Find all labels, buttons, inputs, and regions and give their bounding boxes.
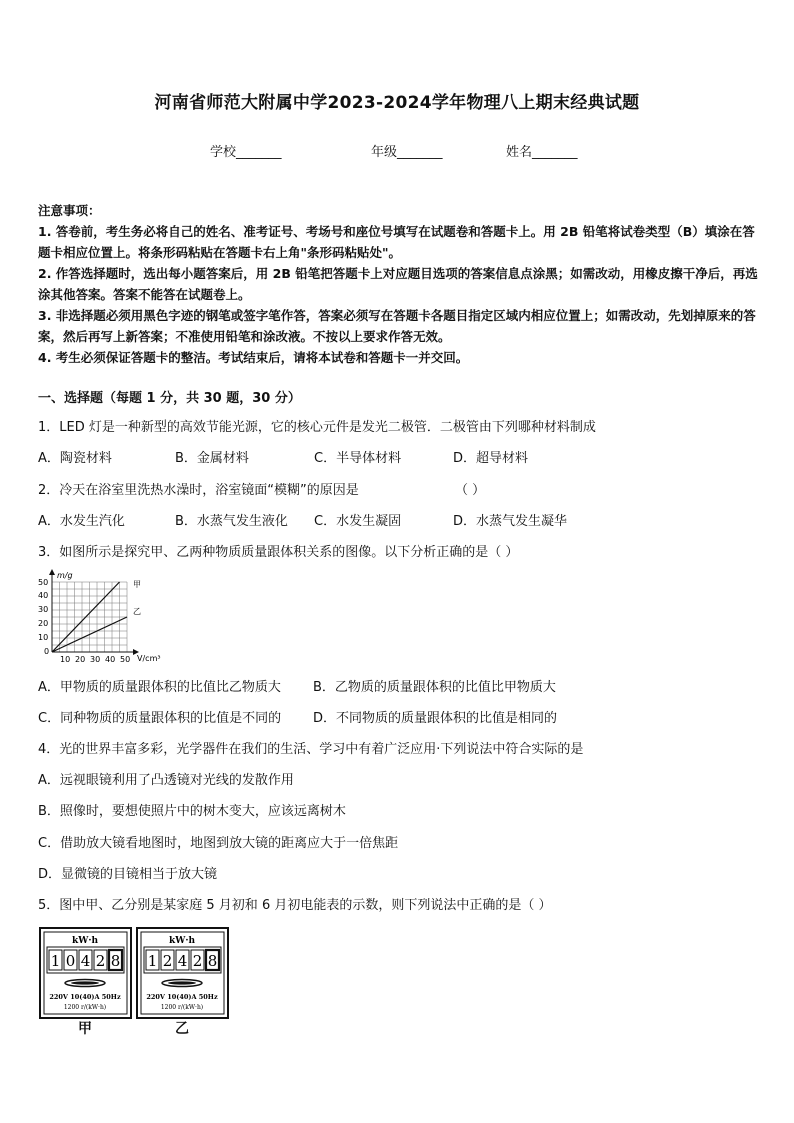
meter-digits bbox=[146, 950, 219, 970]
meter-label-jia: 甲 bbox=[78, 1021, 92, 1037]
x-tick-label: 30 bbox=[90, 655, 101, 664]
meter-digit: 0 bbox=[65, 952, 76, 970]
question-5-stem: 5．图中甲、乙分别是某家庭 5 月初和 6 月初电能表的示数，则下列说法中正确的是（ ） bbox=[38, 898, 552, 913]
meter-disc-inner bbox=[71, 981, 99, 984]
note-item: 4. 考生必须保证答题卡的整洁。考试结束后，请将本试卷和答题卡一并交回。 bbox=[38, 350, 469, 365]
meter-digit: 8 bbox=[110, 952, 121, 970]
note-item: 3. 非选择题必须用黑色字迹的钢笔或签字笔作答，答案必须写在答题卡各题目指定区域内相应位置上；如需改动，先划掉原来的答案，然后再写上新答案；不准使用铅笔和涂改液。不按以上要求作答无效。 bbox=[38, 308, 756, 344]
x-tick-label: 20 bbox=[75, 655, 86, 664]
y-tick-labels bbox=[38, 578, 49, 656]
y-tick-label: 50 bbox=[38, 578, 49, 587]
q3-option-b: B．乙物质的质量跟体积的比值比甲物质大 bbox=[313, 680, 556, 695]
x-tick-labels bbox=[60, 655, 130, 664]
y-tick-label: 30 bbox=[38, 605, 49, 614]
q3-option-c: C．同种物质的质量跟体积的比值是不同的 bbox=[38, 711, 282, 726]
q1-option-a: A．陶瓷材料 bbox=[38, 451, 112, 466]
x-tick-label: 10 bbox=[60, 655, 71, 664]
meter-digit: 2 bbox=[162, 952, 173, 970]
y-axis-label: m/g bbox=[57, 571, 73, 580]
q1-option-d: D．超导材料 bbox=[453, 451, 529, 466]
electric-meter-jia bbox=[39, 927, 132, 1019]
mass-volume-graph bbox=[36, 566, 186, 666]
graph-grid bbox=[52, 582, 127, 652]
notes-heading: 注意事项： bbox=[38, 203, 101, 218]
label-jia: 甲 bbox=[133, 580, 141, 589]
notes-block bbox=[38, 200, 758, 368]
q4-option-a: A．远视眼镜利用了凸透镜对光线的发散作用 bbox=[38, 773, 294, 788]
meter-digit: 1 bbox=[50, 952, 61, 970]
x-axis-label: V/cm³ bbox=[137, 654, 161, 663]
note-item: 1. 答卷前，考生务必将自己的姓名、准考证号、考场号和座位号填写在试题卷和答题卡上。用 2B 铅笔将试卷类型（B）填涂在答题卡相应位置上。将条形码粘贴在答题卡右上角"条形码粘贴处"。 bbox=[38, 224, 755, 260]
question-1-stem: 1．LED 灯是一种新型的高效节能光源，它的核心元件是发光二极管．二极管由下列哪种材料制成 bbox=[38, 420, 596, 435]
q2-option-a: A．水发生汽化 bbox=[38, 514, 125, 529]
q2-option-b: B．水蒸气发生液化 bbox=[175, 514, 288, 529]
meter-disc-inner bbox=[168, 981, 196, 984]
q2-option-d: D．水蒸气发生凝华 bbox=[453, 514, 568, 529]
grade-field: 年级_______ bbox=[371, 145, 443, 160]
q2-answer-paren: （ ） bbox=[455, 483, 486, 498]
q3-option-d: D．不同物质的质量跟体积的比值是相同的 bbox=[313, 711, 558, 726]
q1-option-b: B．金属材料 bbox=[175, 451, 249, 466]
question-3-stem: 3．如图所示是探究甲、乙两种物质质量跟体积关系的图像。以下分析正确的是（ ） bbox=[38, 545, 519, 560]
meter-digit: 8 bbox=[207, 952, 218, 970]
label-yi: 乙 bbox=[133, 607, 141, 616]
q4-option-c: C．借助放大镜看地图时，地图到放大镜的距离应大于一倍焦距 bbox=[38, 836, 399, 851]
page-title: 河南省师范大附属中学2023-2024学年物理八上期末经典试题 bbox=[154, 93, 640, 113]
meter-unit: kW·h bbox=[168, 936, 196, 946]
q4-option-b: B．照像时，要想使照片中的树木变大，应该远离树木 bbox=[38, 804, 346, 819]
y-tick-label: 20 bbox=[38, 619, 49, 628]
y-tick-label: 10 bbox=[38, 633, 49, 642]
meter-digit: 2 bbox=[192, 952, 203, 970]
y-tick-label: 40 bbox=[38, 591, 49, 600]
meter-unit: kW·h bbox=[71, 936, 99, 946]
question-2-stem: 2．冷天在浴室里洗热水澡时，浴室镜面“模糊”的原因是 bbox=[38, 483, 359, 498]
meter-digit: 4 bbox=[80, 952, 91, 970]
q1-option-c: C．半导体材料 bbox=[314, 451, 402, 466]
electric-meter-yi bbox=[136, 927, 229, 1019]
school-field: 学校_______ bbox=[210, 145, 282, 160]
meter-digit: 4 bbox=[177, 952, 188, 970]
meter-digit: 2 bbox=[95, 952, 106, 970]
name-field: 姓名_______ bbox=[506, 145, 578, 160]
meter-label-yi: 乙 bbox=[175, 1021, 189, 1037]
section-title: 一、选择题（每题 1 分，共 30 题，30 分） bbox=[38, 391, 301, 406]
meter-revolutions: 1200 r/(kW·h) bbox=[63, 1004, 107, 1011]
y-tick-label: 0 bbox=[44, 647, 50, 656]
meter-spec: 220V 10(40)A 50Hz bbox=[146, 993, 218, 1001]
meter-digit: 1 bbox=[147, 952, 158, 970]
meter-digits bbox=[49, 950, 122, 970]
meter-revolutions: 1200 r/(kW·h) bbox=[160, 1004, 204, 1011]
meter-spec: 220V 10(40)A 50Hz bbox=[49, 993, 121, 1001]
note-item: 2. 作答选择题时，选出每小题答案后，用 2B 铅笔把答题卡上对应题目选项的答案信息点涂黑；如需改动，用橡皮擦干净后，再选涂其他答案。答案不能答在试题卷上。 bbox=[38, 266, 758, 302]
x-tick-label: 40 bbox=[105, 655, 116, 664]
q4-option-d: D．显微镜的目镜相当于放大镜 bbox=[38, 867, 218, 882]
question-4-stem: 4．光的世界丰富多彩，光学器件在我们的生活、学习中有着广泛应用·下列说法中符合实际的是 bbox=[38, 742, 584, 757]
q2-option-c: C．水发生凝固 bbox=[314, 514, 402, 529]
x-tick-label: 50 bbox=[120, 655, 131, 664]
q3-option-a: A．甲物质的质量跟体积的比值比乙物质大 bbox=[38, 680, 281, 695]
